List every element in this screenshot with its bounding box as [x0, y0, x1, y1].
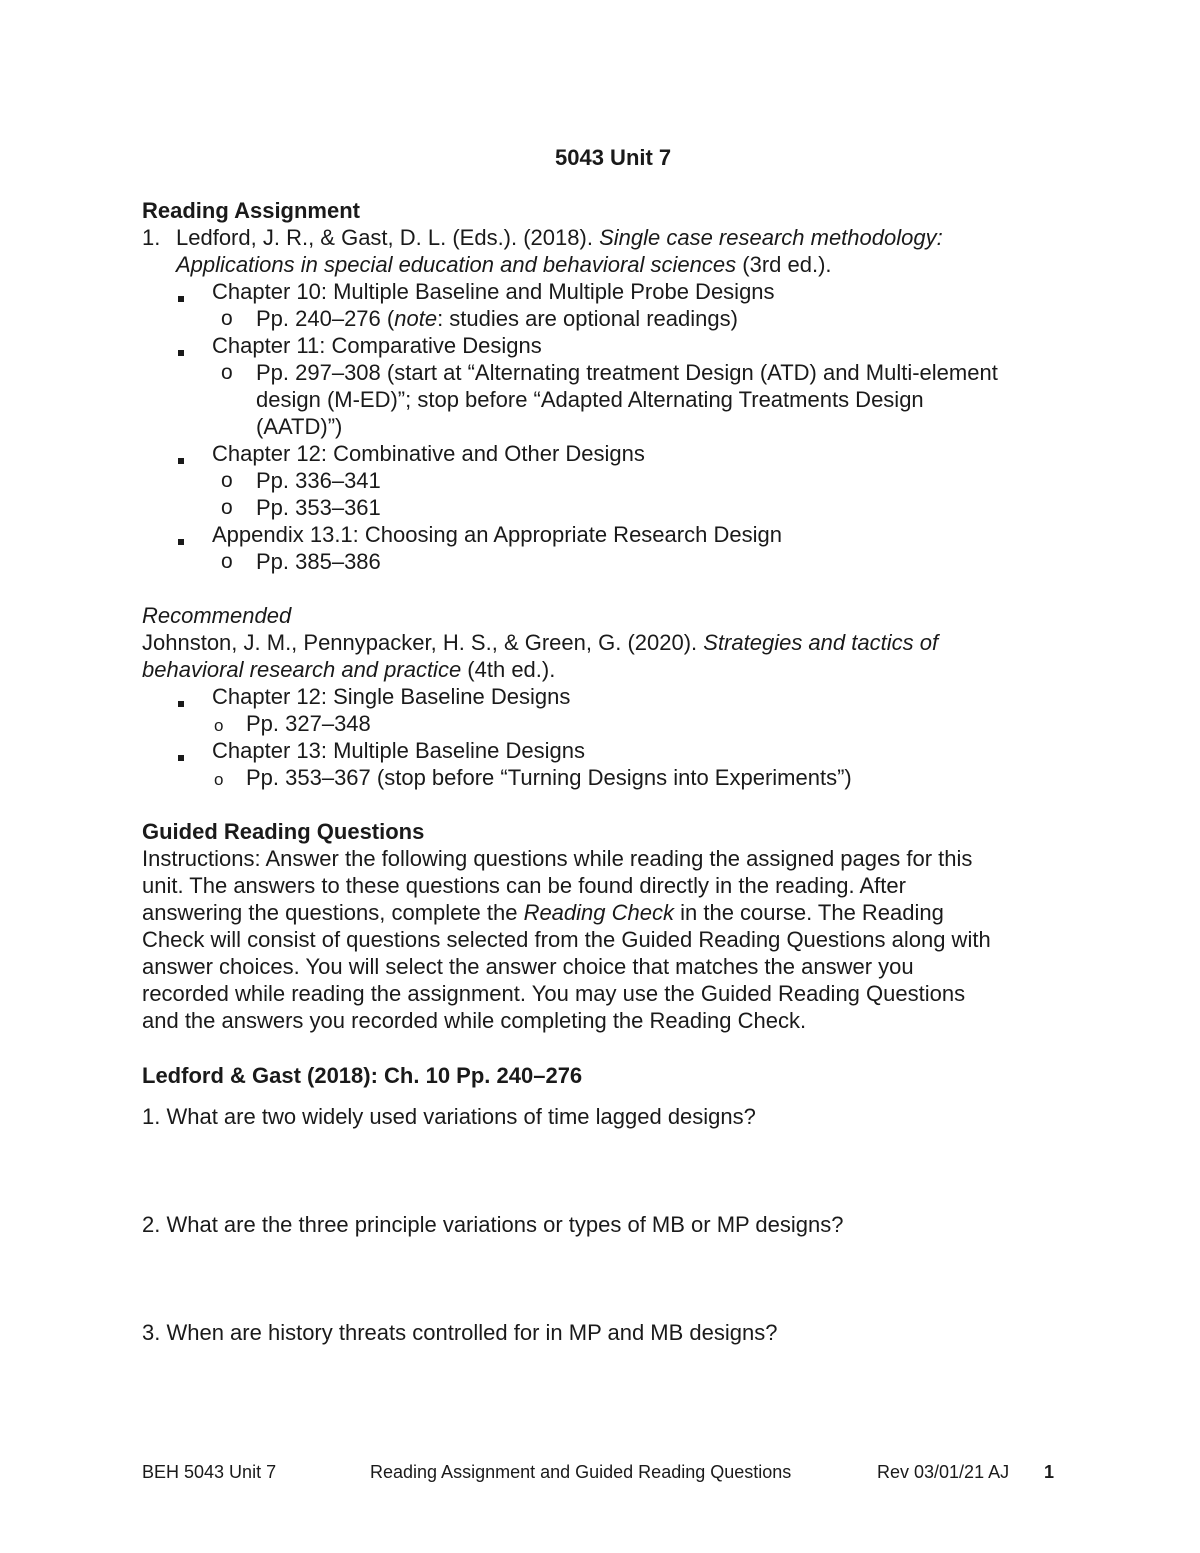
recommended-title-part1: Strategies and tactics of	[703, 630, 939, 655]
instructions-line: recorded while reading the assignment. You may use the Guided Reading Questions	[142, 981, 966, 1006]
citation-line-2	[176, 251, 832, 278]
instructions-line: Instructions: Answer the following questions while reading the assigned pages for this	[142, 846, 973, 871]
chapter-11-pages-line3: (AATD)”)	[256, 414, 343, 439]
footer-right: Rev 03/01/21 AJ	[877, 1462, 1010, 1482]
instructions-line: and the answers you recorded while completing the Reading Check.	[142, 1008, 807, 1033]
book-edition: (3rd ed.).	[736, 252, 832, 277]
book-title-part1: Single case research methodology:	[599, 225, 943, 250]
instructions-line	[142, 899, 944, 926]
bullet-square-icon	[178, 694, 184, 712]
bullet-square-icon	[178, 289, 184, 307]
section-heading: Ledford & Gast (2018): Ch. 10 Pp. 240–276	[142, 1063, 583, 1088]
question-2: 2. What are the three principle variations or types of MB or MP designs?	[142, 1212, 844, 1237]
reading-assignment-heading: Reading Assignment	[142, 198, 360, 223]
guided-heading: Guided Reading Questions	[142, 819, 425, 844]
appendix-label: Appendix 13.1: Choosing an Appropriate Research Design	[212, 522, 782, 547]
page-title: 5043 Unit 7	[555, 145, 672, 170]
pages-note: : studies are optional readings)	[437, 306, 738, 331]
bullet-circle-icon: o	[214, 770, 224, 789]
chapter-11-label: Chapter 11: Comparative Designs	[212, 333, 542, 358]
citation-authors: Ledford, J. R., & Gast, D. L. (Eds.). (2018).	[176, 225, 600, 250]
bullet-circle-icon: o	[214, 716, 224, 735]
recommended-chapter-12: Chapter 12: Single Baseline Designs	[212, 684, 571, 709]
bullet-square-icon	[178, 451, 184, 469]
recommended-chapter-12-pages: Pp. 327–348	[246, 711, 371, 736]
footer-center: Reading Assignment and Guided Reading Questions	[370, 1462, 792, 1482]
bullet-square-icon	[178, 748, 184, 766]
instructions-line: unit. The answers to these questions can be found directly in the reading. After	[142, 873, 906, 898]
chapter-12-label: Chapter 12: Combinative and Other Designs	[212, 441, 645, 466]
book-title-part2: Applications in special education and behavioral sciences	[176, 252, 737, 277]
bullet-circle-icon: o	[221, 550, 233, 573]
bullet-circle-icon: o	[221, 469, 233, 492]
recommended-title-part2: behavioral research and practice	[142, 657, 462, 682]
chapter-11-pages-line2: design (M-ED)”; stop before “Adapted Alternating Treatments Design	[256, 387, 924, 412]
recommended-citation-line1	[142, 629, 938, 656]
appendix-pages: Pp. 385–386	[256, 549, 381, 574]
chapter-12-pages-2: Pp. 353–361	[256, 495, 381, 520]
instructions-text: in the course. The Reading	[674, 900, 944, 925]
instructions-line: Check will consist of questions selected from the Guided Reading Questions along with	[142, 927, 991, 952]
pages-text: Pp. 240–276 (	[256, 306, 395, 331]
bullet-circle-icon: o	[221, 307, 233, 330]
bullet-square-icon	[178, 532, 184, 550]
footer-left: BEH 5043 Unit 7	[142, 1462, 277, 1482]
bullet-circle-icon: o	[221, 496, 233, 519]
note-italic: note	[394, 306, 438, 331]
chapter-10-pages	[256, 305, 738, 332]
instructions-text: answering the questions, complete the	[142, 900, 524, 925]
chapter-12-pages-1: Pp. 336–341	[256, 468, 381, 493]
item-number: 1.	[142, 225, 161, 250]
citation-line-1	[176, 224, 943, 251]
recommended-chapter-13: Chapter 13: Multiple Baseline Designs	[212, 738, 585, 763]
chapter-11-pages-line1: Pp. 297–308 (start at “Alternating treatment Design (ATD) and Multi-element	[256, 360, 998, 385]
question-1: 1. What are two widely used variations of time lagged designs?	[142, 1104, 756, 1129]
recommended-heading: Recommended	[142, 603, 292, 628]
page-number: 1	[1044, 1462, 1055, 1482]
recommended-edition: (4th ed.).	[461, 657, 556, 682]
bullet-circle-icon: o	[221, 361, 233, 384]
recommended-authors: Johnston, J. M., Pennypacker, H. S., & Green, G. (2020).	[142, 630, 704, 655]
chapter-10-label: Chapter 10: Multiple Baseline and Multiple Probe Designs	[212, 279, 775, 304]
reading-check-italic: Reading Check	[523, 900, 674, 925]
recommended-citation-line2	[142, 656, 555, 683]
instructions-line: answer choices. You will select the answer choice that matches the answer you	[142, 954, 914, 979]
question-3: 3. When are history threats controlled for in MP and MB designs?	[142, 1320, 778, 1345]
recommended-chapter-13-pages: Pp. 353–367 (stop before “Turning Designs into Experiments”)	[246, 765, 852, 790]
bullet-square-icon	[178, 343, 184, 361]
